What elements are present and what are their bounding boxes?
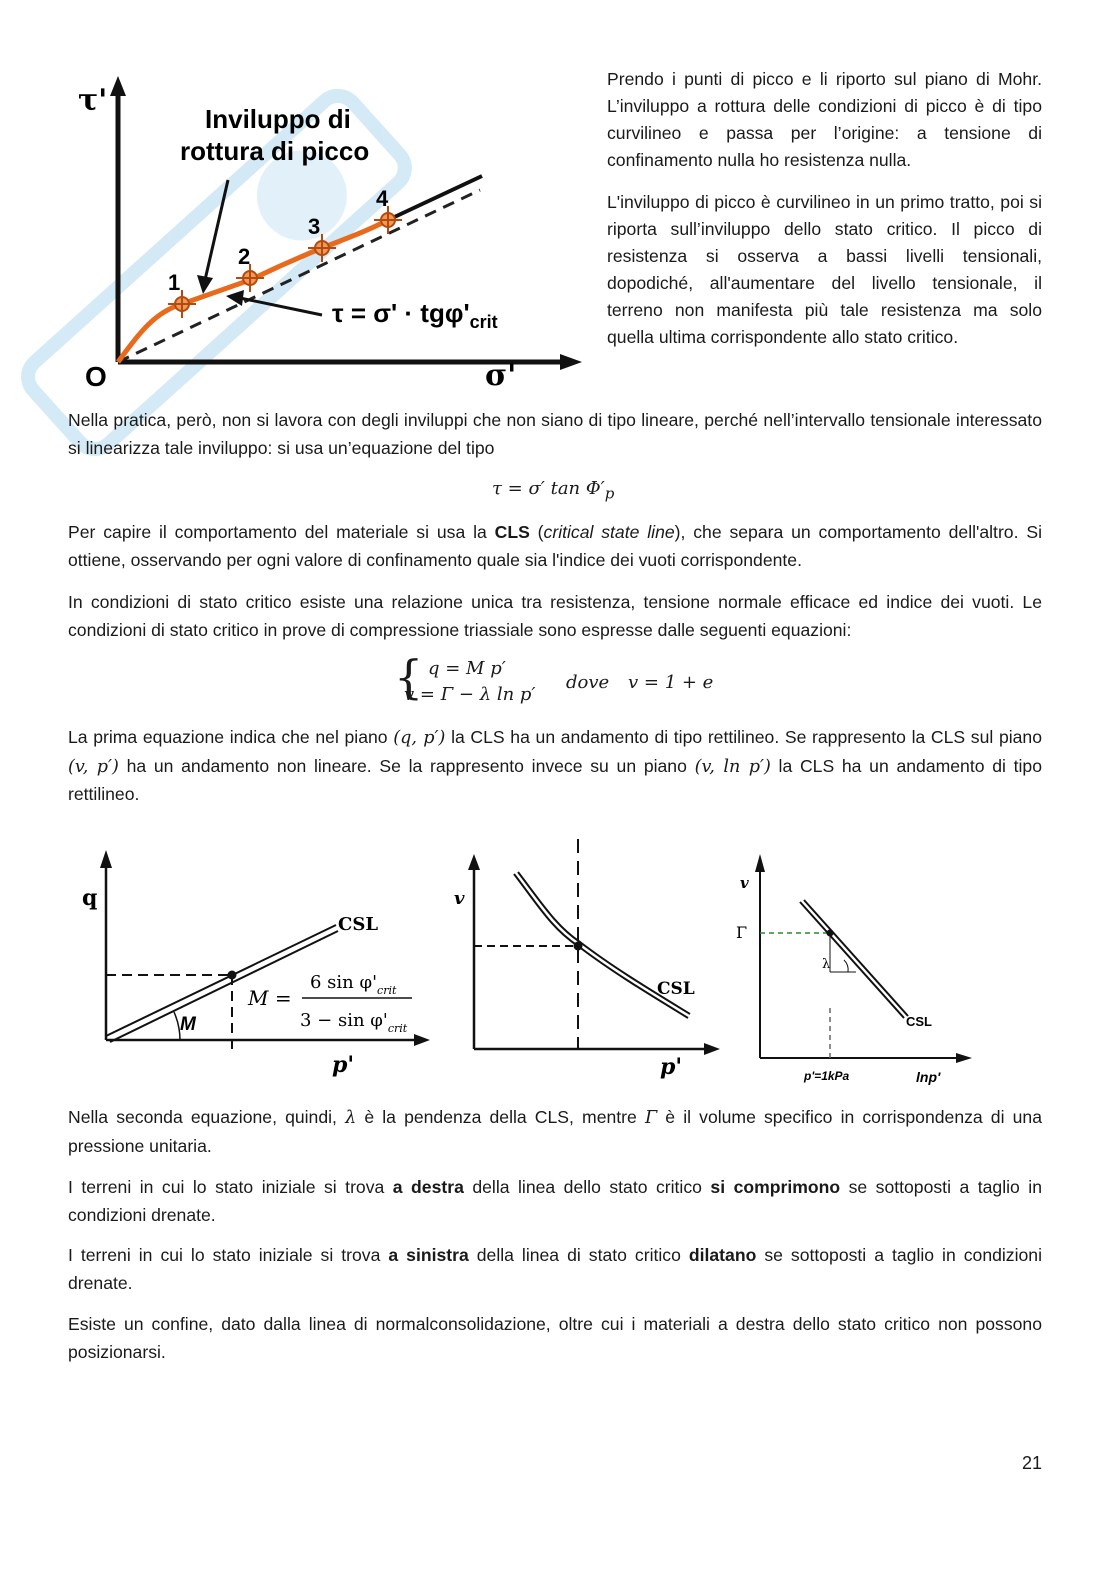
svg-text:1: 1 — [168, 270, 181, 295]
chart3-lambda-label: λ — [822, 957, 831, 972]
chart1-numerator: 6 $\sin \varphi'_{crit}$ — [310, 972, 397, 997]
chart3-p1kpa-label: p'=1kPa — [804, 1069, 850, 1083]
figure1-title-line1: Inviluppo di — [205, 104, 351, 134]
page-number: 21 — [1021, 1453, 1042, 1473]
right-paragraph-2: L'inviluppo di picco è curvilineo in un primo tratto, poi si riporta sull’inviluppo dello stato critico. Il picco di resistenza si osserva a bassi livelli tensionali, dopodiché, all'aumentare del livello tensionale, il terreno non manifesta più tale resistenza ma solo quella ultima corrispondente allo stato critico. — [607, 192, 1042, 347]
paragraph-cls-planes: La prima equazione indica che nel piano (q, p′) la CLS ha un andamento di tipo rettilineo. Se rappresento la CLS sul piano (v, p′) ha un andamento non lineare. Se la rappresento invece su un piano (v, ln p′) la CLS ha un andamento di tipo rettilineo. — [68, 727, 1043, 804]
chart3-csl-line-a — [800, 902, 904, 1018]
chart2-point — [574, 942, 583, 951]
peak-envelope-curve — [118, 220, 388, 362]
peak-point-3 — [308, 214, 336, 262]
svg-text:4: 4 — [376, 186, 389, 211]
svg-text:2: 2 — [238, 244, 251, 269]
svg-text:3: 3 — [308, 214, 321, 239]
paragraph-lambda-gamma: Nella seconda equazione, quindi, λ è la pendenza della CLS, mentre Γ è il volume specifico in corrispondenza di una pressione unitaria. — [68, 1107, 1042, 1156]
chart3-csl-line-b — [804, 900, 908, 1016]
peak-envelope-continuation — [388, 176, 482, 220]
paragraph-cls: Per capire il comportamento del materiale si usa la CLS (critical state line), che separa un comportamento dell'altro. Si ottiene, osservando per ogni valore di confinamento quale sia l'indice dei vuoti corrispondente. — [68, 522, 1042, 570]
paragraph-critical-state: In condizioni di stato critico esiste una relazione unica tra resistenza, tensione normale efficace ed indice dei vuoti. Le condizioni di stato critico in prove di compressione triassiale sono espresse dalle seguenti equazioni: — [68, 592, 1042, 640]
critical-line-formula: $\tau = \sigma' \cdot tg\varphi'_{crit}$ — [332, 298, 498, 332]
chart3-gamma-label: Γ — [736, 923, 748, 942]
chart2-ylabel: v — [454, 888, 465, 909]
chart-v-lnp — [730, 848, 980, 1088]
chart3-xlabel: lnp' — [916, 1069, 941, 1085]
chart2-xlabel: p' — [660, 1054, 683, 1080]
paragraph-left-side: I terreni in cui lo stato iniziale si trova a sinistra della linea di stato critico dilatano se sottoposti a taglio in condizioni drenate. — [68, 1245, 1042, 1293]
paragraph-linearization: Nella pratica, però, non si lavora con degli inviluppi che non siano di tipo lineare, perché nell’intervallo tensionale interessato si linearizza tale inviluppo: si usa un’equazione del tipo — [68, 410, 1042, 458]
peak-point-1 — [168, 270, 196, 318]
chart2-series-label: CSL — [657, 979, 695, 999]
sigma-axis-arrow — [560, 354, 582, 370]
chart1-m-equals: M = — [248, 986, 292, 1010]
peak-envelope-figure — [60, 72, 590, 397]
chart3-series-label: CSL — [906, 1014, 932, 1029]
figure1-title-line2: rottura di picco — [180, 136, 370, 166]
right-paragraph-1: Prendo i punti di picco e li riporto sul piano di Mohr. L’inviluppo a rottura delle condizioni di picco è di tipo curvilineo e passa per l’origine: a tensione di confinamento nulla ho resistenza nulla. — [607, 69, 1042, 170]
chart1-ylabel: q — [82, 885, 98, 911]
chart1-point — [228, 971, 237, 980]
tau-axis-arrow — [110, 76, 126, 96]
chart3-ylabel: v — [740, 874, 749, 892]
chart-v-p — [452, 834, 722, 1084]
origin-label: O — [85, 361, 107, 392]
chart1-denominator: $3 - \sin \varphi'_{crit}$ — [300, 1010, 408, 1035]
chart1-series-label: CSL — [338, 914, 378, 935]
chart-q-p — [70, 850, 430, 1085]
tau-axis-label: τ' — [78, 83, 108, 118]
paragraph-right-side: I terreni in cui lo stato iniziale si trova a destra della linea dello stato critico si comprimono se sottoposti a taglio in condizioni drenate. — [68, 1177, 1042, 1225]
chart1-angle-label: M — [180, 1014, 196, 1035]
equation-linear-envelope: τ = σ′ $\tan \Phi'_p$ — [492, 478, 615, 503]
chart1-xlabel: p' — [332, 1052, 355, 1078]
sigma-axis-label: σ' — [485, 358, 517, 393]
paragraph-ncl: Esiste un confine, dato dalla linea di normalconsolidazione, oltre cui i materiali a destra dello stato critico non possono posizionarsi. — [68, 1314, 1042, 1362]
